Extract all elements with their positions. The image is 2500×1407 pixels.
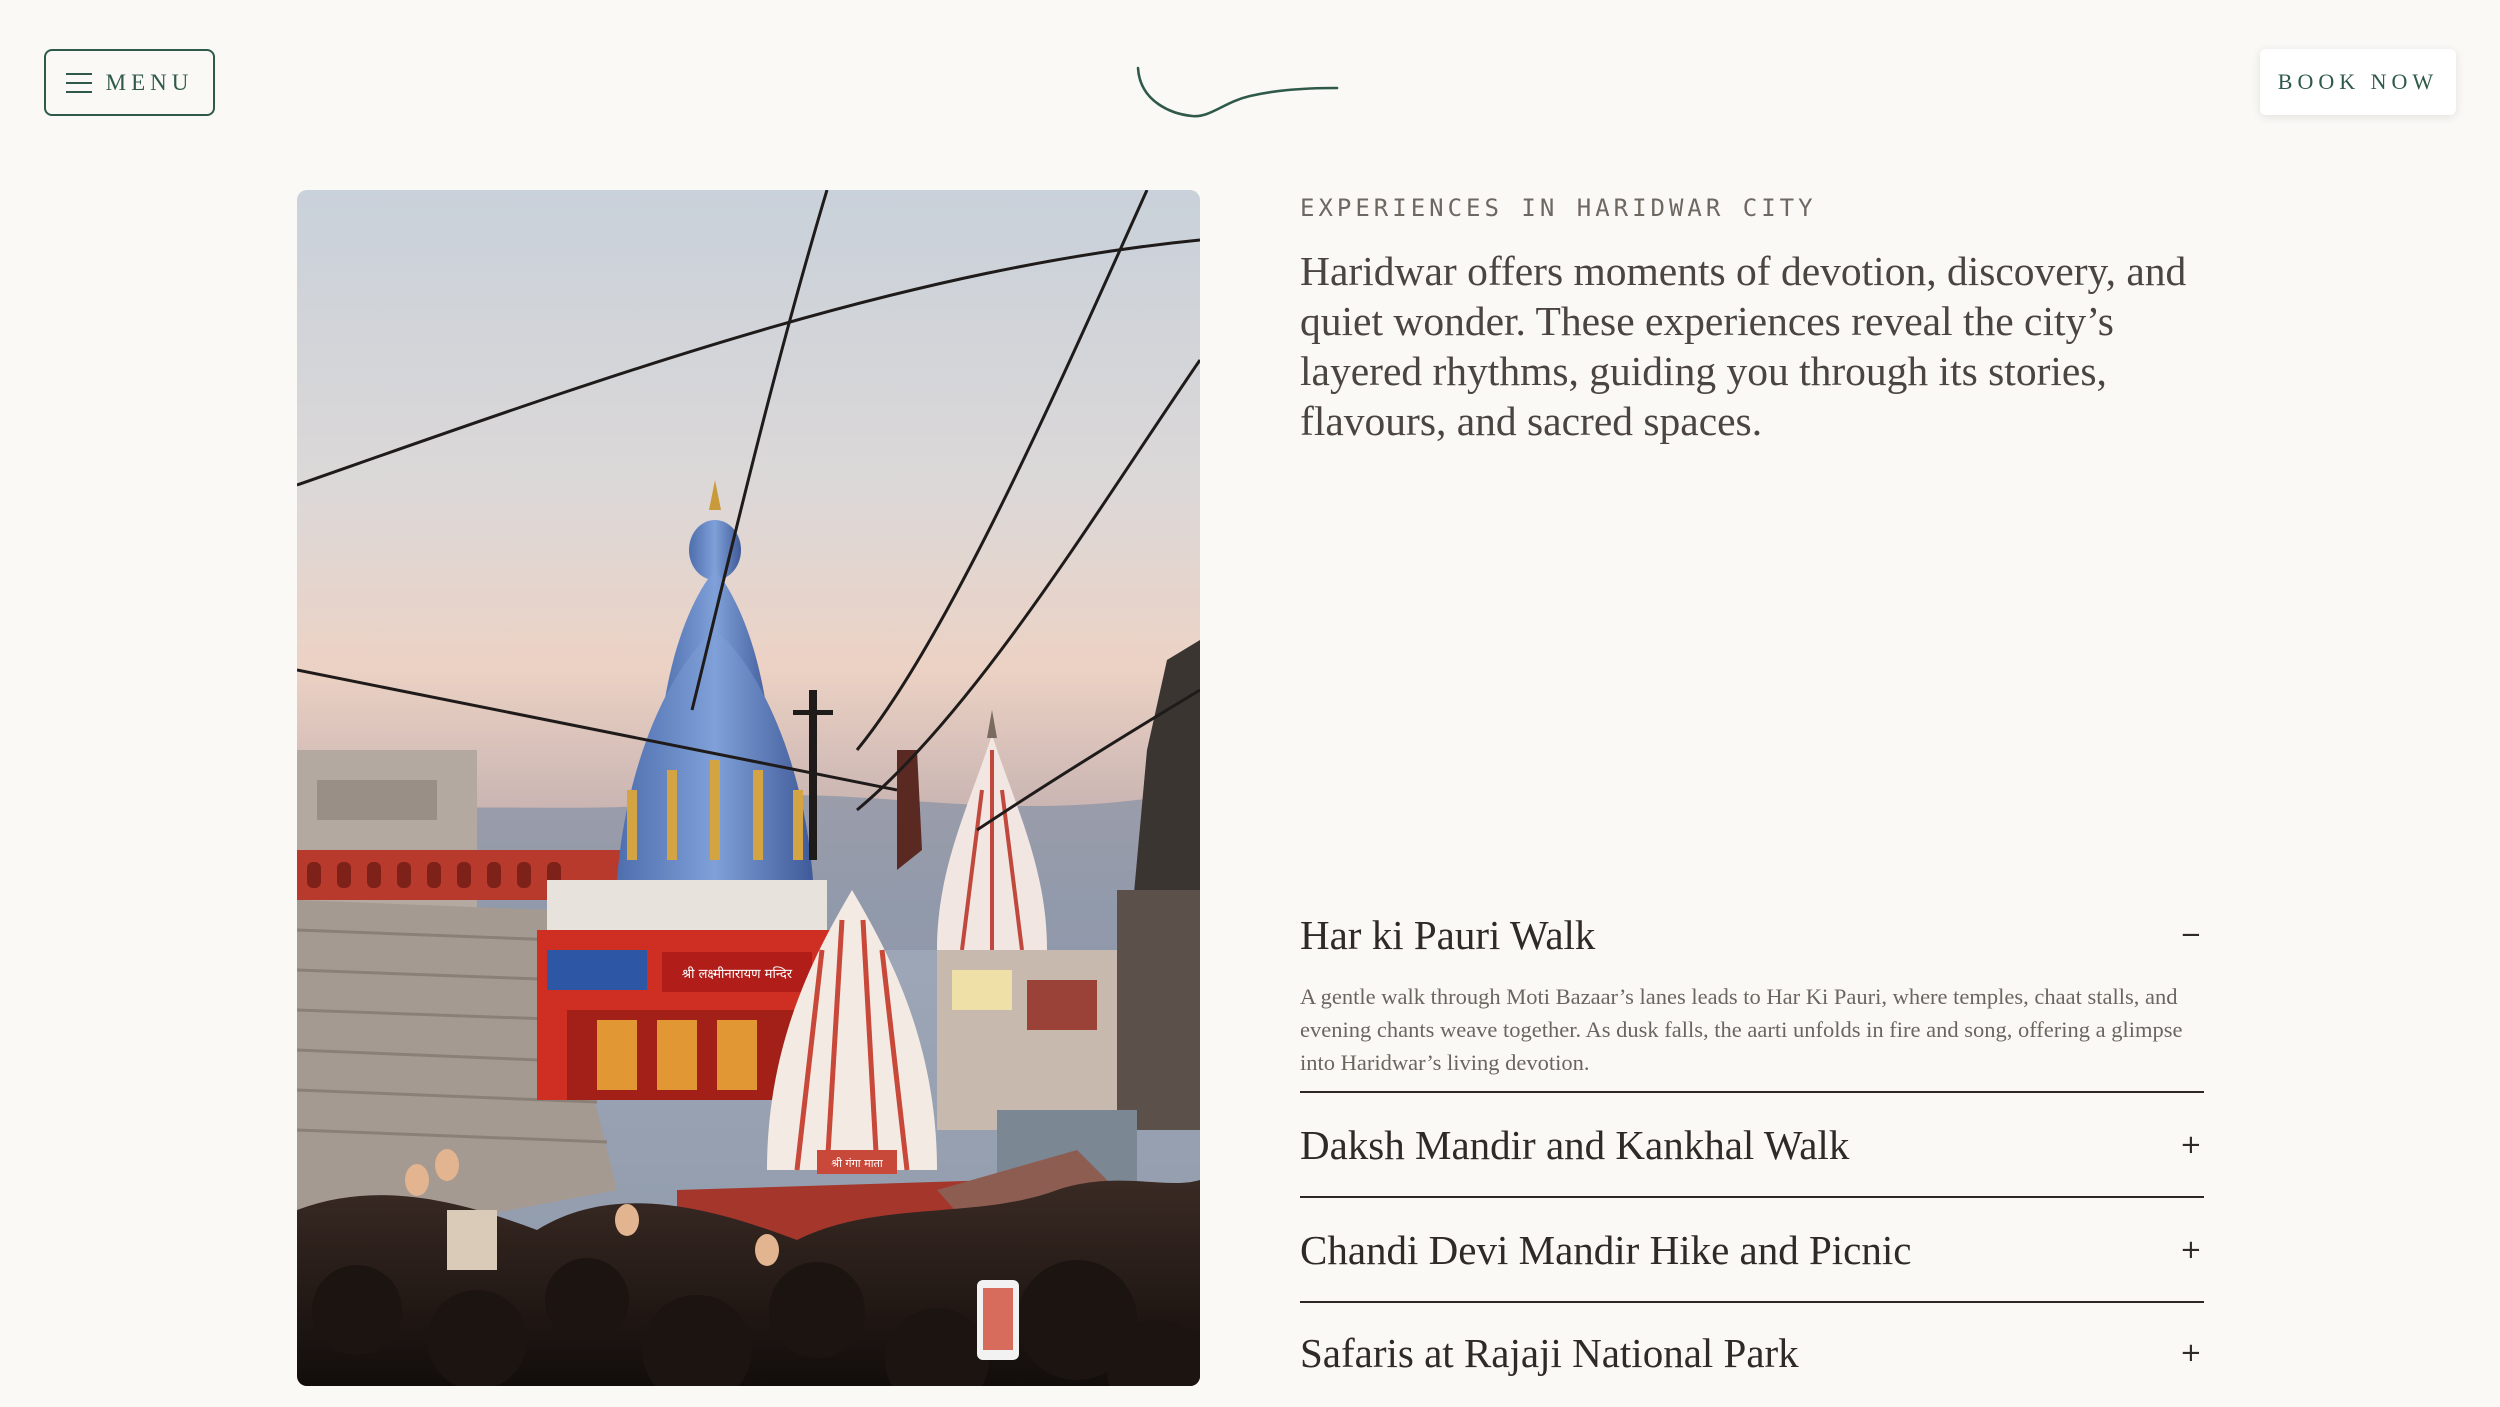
temple-sign-text: श्री गंगा माता [831, 1157, 883, 1170]
book-now-button[interactable]: BOOK NOW [2260, 49, 2456, 115]
accordion-title: Har ki Pauri Walk [1300, 912, 1596, 958]
wave-logo-icon[interactable] [1132, 62, 1340, 124]
plus-icon[interactable]: + [2180, 1129, 2202, 1160]
plus-icon[interactable]: + [2180, 1234, 2202, 1265]
accordion-item-daksh-mandir [1300, 1093, 2204, 1198]
accordion-item-har-ki-pauri [1300, 890, 2204, 1093]
accordion-header[interactable] [1300, 1303, 2204, 1403]
accordion-item-rajaji-safari [1300, 1303, 2204, 1403]
intro-paragraph: Haridwar offers moments of devotion, discovery, and quiet wonder. These experiences reveal the city’s layered rhythms, guiding you through its stories, flavours, and sacred spaces. [1300, 248, 2187, 444]
accordion-description: A gentle walk through Moti Bazaar’s lanes leads to Har Ki Pauri, where temples, chaat stalls, and evening chants weave together. As dusk falls, the aarti unfolds in fire and song, offering a glimpse into Haridwar’s living devotion. [1300, 984, 2183, 1075]
accordion-header[interactable] [1300, 1198, 2204, 1301]
accordion-title: Daksh Mandir and Kankhal Walk [1300, 1121, 1850, 1168]
minus-icon[interactable]: − [2180, 920, 2202, 950]
menu-button[interactable] [44, 49, 215, 116]
plus-icon[interactable]: + [2180, 1338, 2202, 1368]
temple-sign-text: श्री लक्ष्मीनारायण मन्दिर [681, 967, 793, 982]
accordion-header[interactable] [1300, 1093, 2204, 1196]
experiences-accordion [1300, 890, 2204, 1403]
menu-label: MENU [105, 69, 194, 95]
accordion-title: Safaris at Rajaji National Park [1300, 1330, 1799, 1376]
haridwar-temple-photo [297, 190, 1200, 1386]
accordion-item-chandi-devi [1300, 1198, 2204, 1303]
section-eyebrow: EXPERIENCES IN HARIDWAR CITY [1300, 194, 1817, 222]
hamburger-icon [66, 73, 92, 93]
accordion-header[interactable] [1300, 890, 2204, 980]
accordion-title: Chandi Devi Mandir Hike and Picnic [1300, 1226, 1912, 1273]
